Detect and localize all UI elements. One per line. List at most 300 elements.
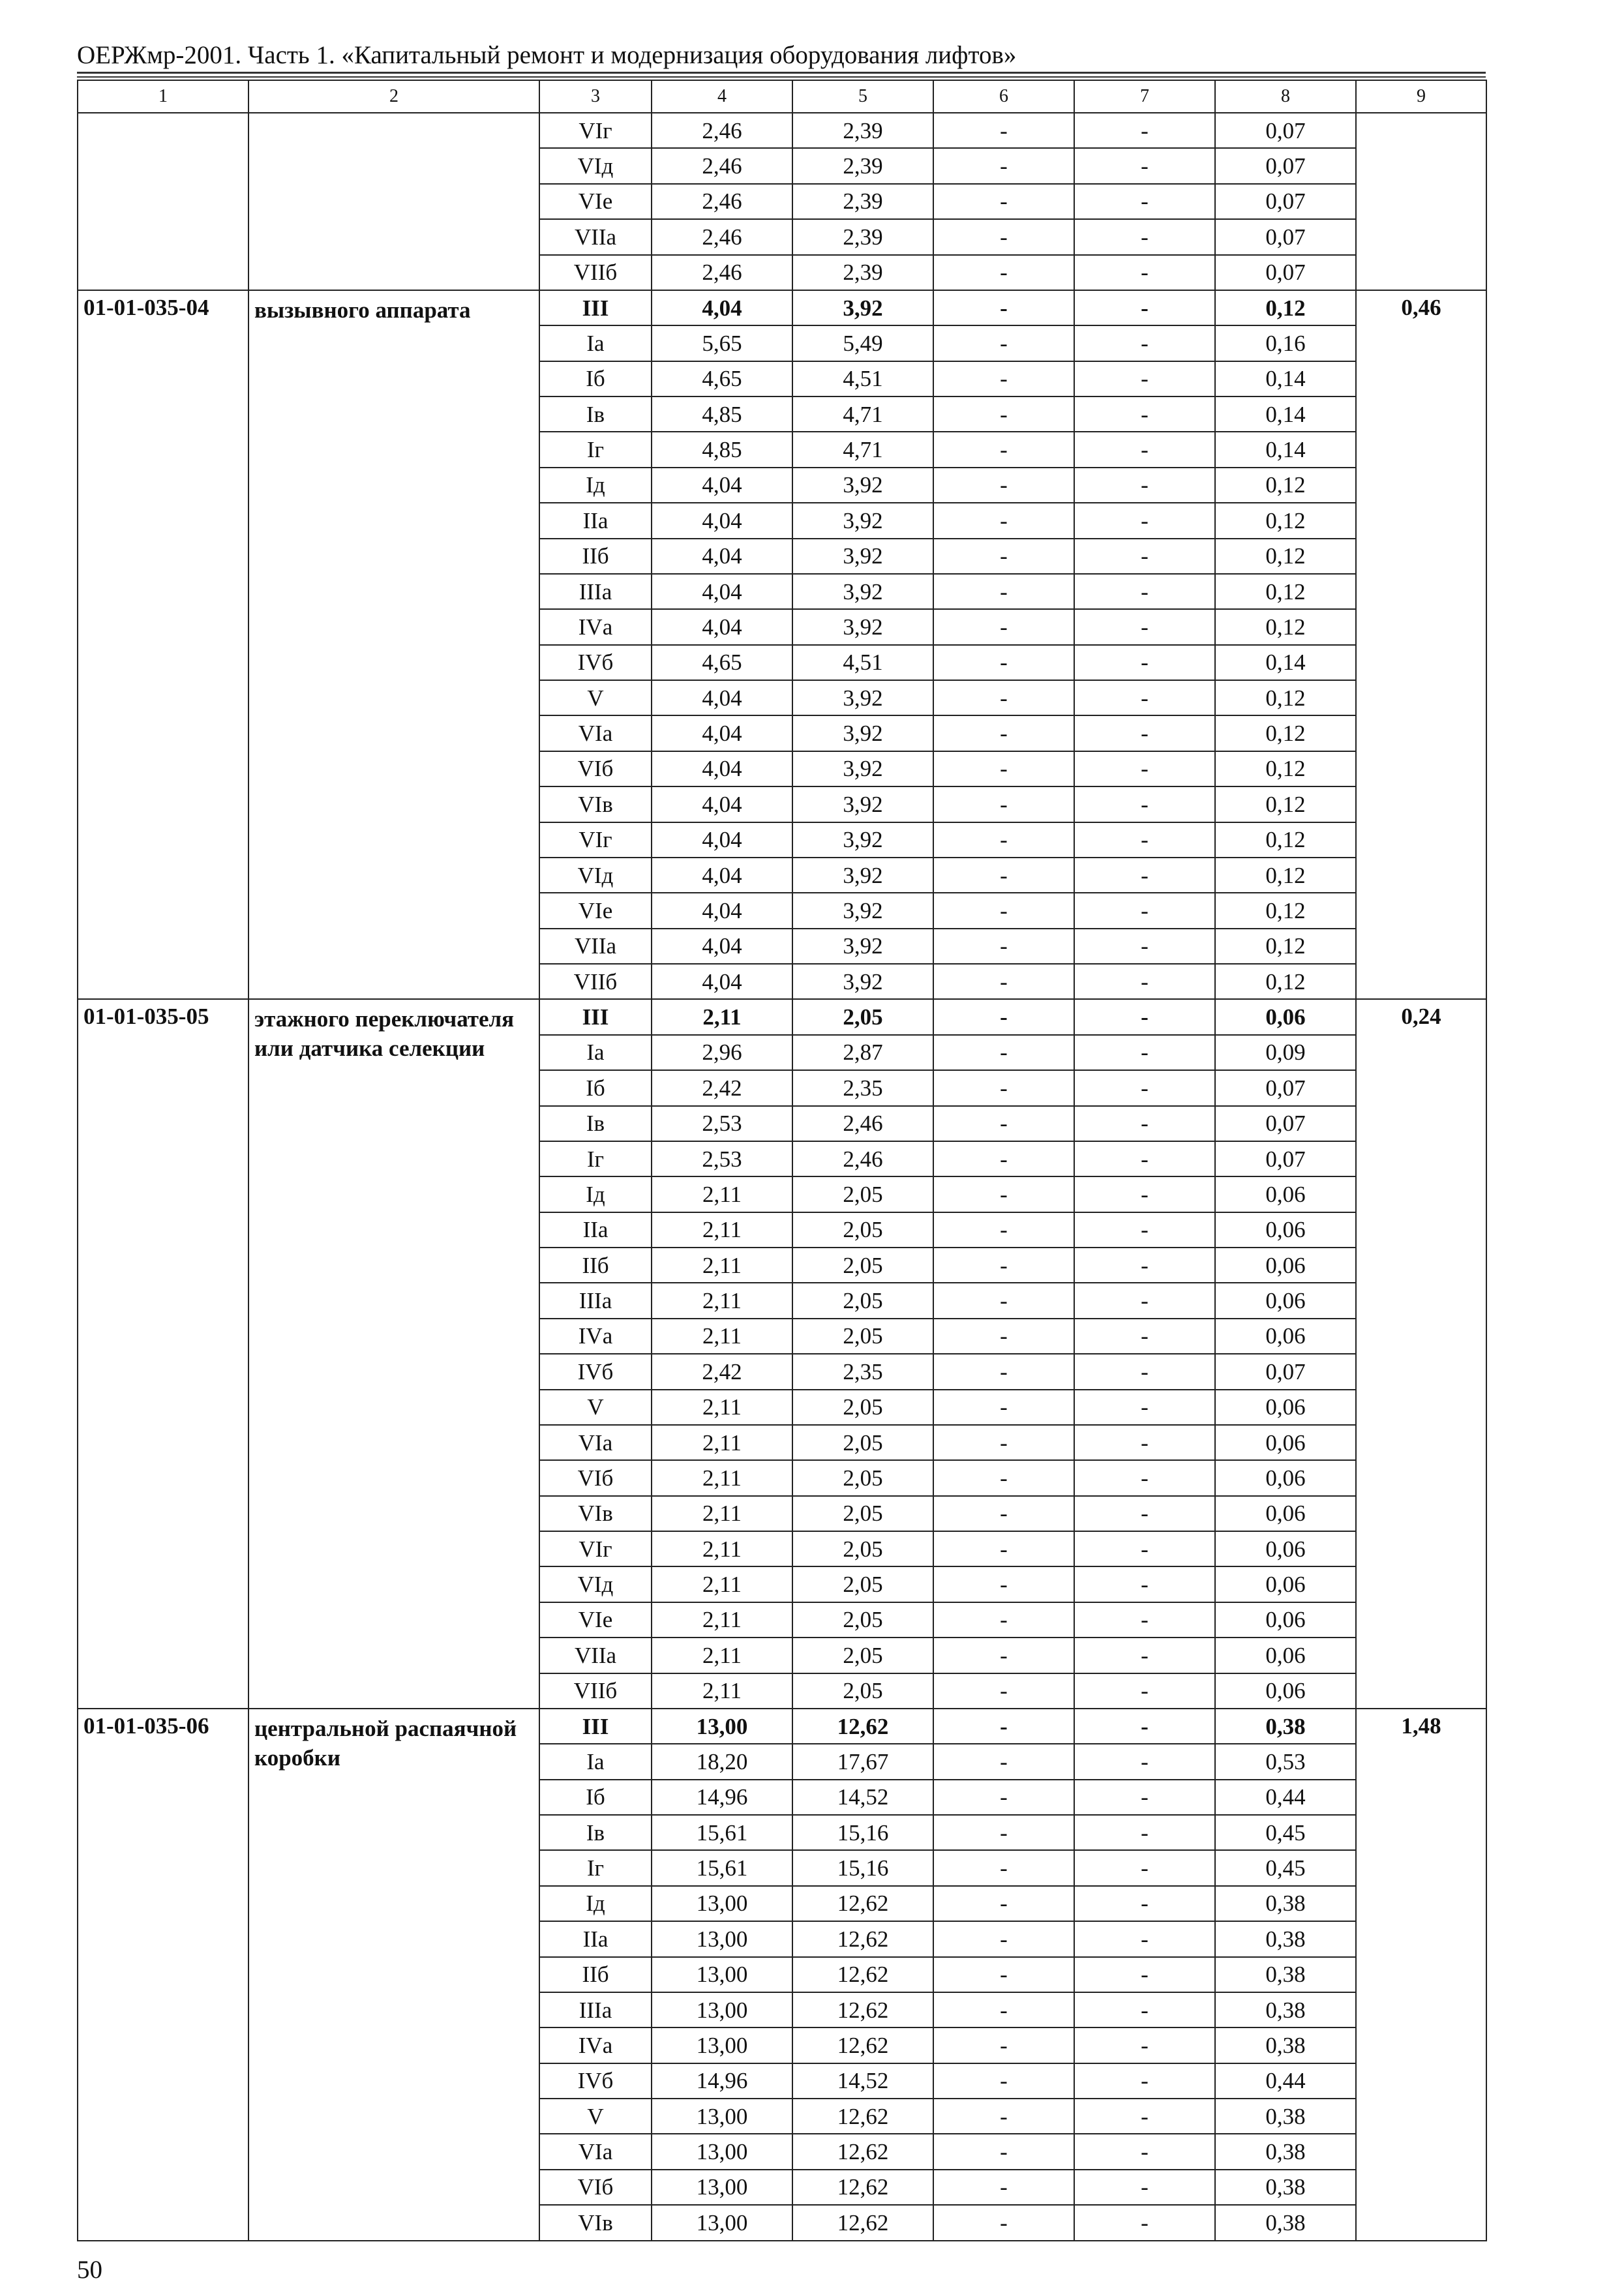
machine-cost: -: [933, 751, 1074, 786]
region-code: III: [539, 1709, 652, 1744]
total-cost: 5,65: [652, 325, 792, 361]
material-cost: 0,12: [1215, 290, 1356, 325]
region-code: IIа: [539, 1212, 652, 1248]
machine-cost: -: [933, 1248, 1074, 1283]
total-cost: 13,00: [652, 1921, 792, 1956]
driver-cost: -: [1074, 1496, 1215, 1531]
material-cost: 0,06: [1215, 999, 1356, 1034]
labor-cost: 17,67: [792, 1744, 933, 1779]
total-cost: 2,11: [652, 1460, 792, 1495]
labor-cost: 2,39: [792, 255, 933, 290]
region-code: VIд: [539, 858, 652, 893]
labor-cost: 12,62: [792, 1921, 933, 1956]
driver-cost: -: [1074, 1035, 1215, 1070]
machine-cost: -: [933, 1566, 1074, 1602]
material-cost: 0,12: [1215, 574, 1356, 609]
total-cost: 4,04: [652, 858, 792, 893]
material-cost: 0,14: [1215, 361, 1356, 396]
labor-cost: 5,49: [792, 325, 933, 361]
column-numbers-row: [78, 80, 1486, 113]
labor-cost: 2,39: [792, 148, 933, 183]
labor-cost: 2,05: [792, 1212, 933, 1248]
rates-table-body: [78, 113, 1486, 2241]
material-cost: 0,38: [1215, 2027, 1356, 2063]
total-cost: 4,04: [652, 715, 792, 751]
material-cost: 0,38: [1215, 1957, 1356, 1992]
material-cost: 0,12: [1215, 503, 1356, 538]
region-code: VIе: [539, 1602, 652, 1638]
total-cost: 2,11: [652, 1496, 792, 1531]
machine-cost: -: [933, 680, 1074, 715]
labor-cost: 14,52: [792, 1780, 933, 1815]
machine-cost: -: [933, 2205, 1074, 2241]
machine-cost: -: [933, 1815, 1074, 1850]
total-cost: 4,04: [652, 680, 792, 715]
labor-cost: 3,92: [792, 822, 933, 858]
region-code: IIб: [539, 1957, 652, 1992]
rate-code: 01-01-035-06: [78, 1709, 248, 2241]
machine-cost: -: [933, 1496, 1074, 1531]
column-number: 7: [1074, 80, 1215, 113]
machine-cost: -: [933, 645, 1074, 680]
total-cost: 4,04: [652, 751, 792, 786]
driver-cost: -: [1074, 2099, 1215, 2134]
machine-cost: -: [933, 184, 1074, 219]
material-cost: 0,14: [1215, 396, 1356, 432]
machine-cost: -: [933, 113, 1074, 148]
total-cost: 13,00: [652, 2134, 792, 2169]
machine-cost: -: [933, 715, 1074, 751]
region-code: Iг: [539, 432, 652, 467]
driver-cost: -: [1074, 1815, 1215, 1850]
machine-cost: -: [933, 2134, 1074, 2169]
total-cost: 2,11: [652, 1425, 792, 1460]
labor-cost: 2,05: [792, 1566, 933, 1602]
material-cost: 0,12: [1215, 680, 1356, 715]
total-cost: 4,85: [652, 432, 792, 467]
labor-cost: 12,62: [792, 2134, 933, 2169]
region-code: IIа: [539, 503, 652, 538]
total-cost: 2,11: [652, 1390, 792, 1425]
driver-cost: -: [1074, 786, 1215, 822]
material-cost: 0,38: [1215, 1709, 1356, 1744]
labor-cost: 12,62: [792, 1886, 933, 1921]
material-cost: 0,45: [1215, 1815, 1356, 1850]
region-code: IIIа: [539, 1283, 652, 1318]
driver-cost: -: [1074, 1957, 1215, 1992]
driver-cost: -: [1074, 1638, 1215, 1673]
driver-cost: -: [1074, 1106, 1215, 1141]
region-code: IVб: [539, 645, 652, 680]
machine-cost: -: [933, 964, 1074, 999]
material-cost: 0,38: [1215, 1886, 1356, 1921]
region-code: VIIб: [539, 1673, 652, 1709]
region-code: Iд: [539, 468, 652, 503]
region-code: VIа: [539, 715, 652, 751]
machine-cost: -: [933, 2099, 1074, 2134]
labor-cost: 2,05: [792, 1531, 933, 1566]
total-cost: 2,46: [652, 148, 792, 183]
driver-cost: -: [1074, 1460, 1215, 1495]
region-code: Iа: [539, 1744, 652, 1779]
machine-cost: -: [933, 2027, 1074, 2063]
driver-cost: -: [1074, 1886, 1215, 1921]
labor-cost: 3,92: [792, 929, 933, 964]
driver-cost: -: [1074, 468, 1215, 503]
driver-cost: -: [1074, 503, 1215, 538]
machine-cost: -: [933, 503, 1074, 538]
labor-cost: 3,92: [792, 574, 933, 609]
total-cost: 4,04: [652, 893, 792, 928]
total-cost: 4,04: [652, 609, 792, 644]
column-number: 8: [1215, 80, 1356, 113]
page-number: 50: [77, 2256, 102, 2284]
driver-cost: -: [1074, 1070, 1215, 1105]
region-code: IIIа: [539, 1992, 652, 2027]
region-code: VIб: [539, 2170, 652, 2205]
material-cost: 0,12: [1215, 715, 1356, 751]
labor-cost: 2,87: [792, 1035, 933, 1070]
driver-cost: -: [1074, 396, 1215, 432]
machine-cost: -: [933, 1531, 1074, 1566]
driver-cost: -: [1074, 1709, 1215, 1744]
labor-cost: 2,05: [792, 1673, 933, 1709]
total-cost: 4,65: [652, 645, 792, 680]
region-code: VIIб: [539, 964, 652, 999]
driver-cost: -: [1074, 1212, 1215, 1248]
material-cost: 0,14: [1215, 645, 1356, 680]
total-cost: 15,61: [652, 1850, 792, 1885]
driver-cost: -: [1074, 1744, 1215, 1779]
driver-cost: -: [1074, 858, 1215, 893]
labor-cost: 3,92: [792, 715, 933, 751]
material-cost: 0,14: [1215, 432, 1356, 467]
total-cost: 2,46: [652, 113, 792, 148]
material-cost: 0,12: [1215, 539, 1356, 574]
driver-cost: -: [1074, 999, 1215, 1034]
labor-cost: 12,62: [792, 2205, 933, 2241]
labor-cost: 2,05: [792, 1319, 933, 1354]
total-cost: 4,65: [652, 361, 792, 396]
machine-cost: -: [933, 1425, 1074, 1460]
machine-cost: -: [933, 1106, 1074, 1141]
total-cost: 4,85: [652, 396, 792, 432]
driver-cost: -: [1074, 1780, 1215, 1815]
material-cost: 0,12: [1215, 929, 1356, 964]
region-code: Iв: [539, 1106, 652, 1141]
driver-cost: -: [1074, 219, 1215, 254]
material-cost: 0,06: [1215, 1390, 1356, 1425]
driver-cost: -: [1074, 1390, 1215, 1425]
machine-cost: -: [933, 1744, 1074, 1779]
driver-cost: -: [1074, 361, 1215, 396]
machine-cost: -: [933, 1709, 1074, 1744]
page-header-title: ОЕРЖмр-2001. Часть 1. «Капитальный ремонт и модернизация оборудования лифтов»: [77, 41, 1017, 69]
region-code: VIв: [539, 2205, 652, 2241]
machine-cost: -: [933, 432, 1074, 467]
labor-cost: 3,92: [792, 893, 933, 928]
total-cost: 2,11: [652, 1212, 792, 1248]
machine-cost: -: [933, 609, 1074, 644]
machine-cost: -: [933, 858, 1074, 893]
region-code: V: [539, 2099, 652, 2134]
labor-cost: 12,62: [792, 1709, 933, 1744]
material-cost: 0,06: [1215, 1638, 1356, 1673]
driver-cost: -: [1074, 539, 1215, 574]
labor-hours: 0,46: [1356, 290, 1486, 1000]
labor-cost: 2,05: [792, 1248, 933, 1283]
driver-cost: -: [1074, 325, 1215, 361]
total-cost: 4,04: [652, 574, 792, 609]
labor-cost: 2,05: [792, 1390, 933, 1425]
material-cost: 0,06: [1215, 1425, 1356, 1460]
labor-cost: 12,62: [792, 2027, 933, 2063]
material-cost: 0,06: [1215, 1176, 1356, 1212]
labor-cost: 2,05: [792, 1638, 933, 1673]
region-code: VIв: [539, 1496, 652, 1531]
machine-cost: -: [933, 255, 1074, 290]
material-cost: 0,06: [1215, 1283, 1356, 1318]
material-cost: 0,12: [1215, 893, 1356, 928]
rate-code: 01-01-035-05: [78, 999, 248, 1709]
region-code: Iб: [539, 361, 652, 396]
total-cost: 4,04: [652, 290, 792, 325]
material-cost: 0,07: [1215, 219, 1356, 254]
machine-cost: -: [933, 1176, 1074, 1212]
rates-table: [77, 80, 1487, 2241]
region-code: VIд: [539, 1566, 652, 1602]
labor-cost: 2,05: [792, 1283, 933, 1318]
labor-cost: 4,71: [792, 396, 933, 432]
total-cost: 18,20: [652, 1744, 792, 1779]
material-cost: 0,07: [1215, 113, 1356, 148]
machine-cost: -: [933, 1638, 1074, 1673]
driver-cost: -: [1074, 2134, 1215, 2169]
machine-cost: -: [933, 1212, 1074, 1248]
driver-cost: -: [1074, 609, 1215, 644]
material-cost: 0,12: [1215, 964, 1356, 999]
labor-cost: 3,92: [792, 680, 933, 715]
driver-cost: -: [1074, 148, 1215, 183]
total-cost: 2,53: [652, 1141, 792, 1176]
machine-cost: -: [933, 1070, 1074, 1105]
column-number: 4: [652, 80, 792, 113]
machine-cost: -: [933, 325, 1074, 361]
driver-cost: -: [1074, 255, 1215, 290]
machine-cost: -: [933, 999, 1074, 1034]
labor-cost: 3,92: [792, 290, 933, 325]
work-name: этажного переключателя или датчика селекции: [248, 999, 539, 1709]
region-code: VIIа: [539, 219, 652, 254]
column-number: 1: [78, 80, 248, 113]
total-cost: 2,46: [652, 184, 792, 219]
region-code: Iд: [539, 1176, 652, 1212]
material-cost: 0,06: [1215, 1496, 1356, 1531]
machine-cost: -: [933, 2170, 1074, 2205]
total-cost: 13,00: [652, 2170, 792, 2205]
rate-code: [78, 113, 248, 290]
driver-cost: -: [1074, 1354, 1215, 1389]
driver-cost: -: [1074, 184, 1215, 219]
total-cost: 13,00: [652, 1709, 792, 1744]
machine-cost: -: [933, 1035, 1074, 1070]
total-cost: 2,53: [652, 1106, 792, 1141]
material-cost: 0,06: [1215, 1531, 1356, 1566]
material-cost: 0,07: [1215, 1106, 1356, 1141]
total-cost: 14,96: [652, 2063, 792, 2099]
column-number: 3: [539, 80, 652, 113]
labor-hours: 1,48: [1356, 1709, 1486, 2241]
rate-code: 01-01-035-04: [78, 290, 248, 1000]
labor-cost: 2,05: [792, 1460, 933, 1495]
material-cost: 0,06: [1215, 1602, 1356, 1638]
machine-cost: -: [933, 1460, 1074, 1495]
region-code: Iа: [539, 1035, 652, 1070]
labor-cost: 14,52: [792, 2063, 933, 2099]
region-code: IVа: [539, 1319, 652, 1354]
material-cost: 0,07: [1215, 1070, 1356, 1105]
total-cost: 13,00: [652, 2099, 792, 2134]
machine-cost: -: [933, 219, 1074, 254]
column-number: 2: [248, 80, 539, 113]
total-cost: 4,04: [652, 539, 792, 574]
material-cost: 0,07: [1215, 1354, 1356, 1389]
region-code: V: [539, 680, 652, 715]
material-cost: 0,12: [1215, 858, 1356, 893]
region-code: IIа: [539, 1921, 652, 1956]
material-cost: 0,12: [1215, 609, 1356, 644]
material-cost: 0,38: [1215, 1921, 1356, 1956]
total-cost: 4,04: [652, 929, 792, 964]
region-code: Iб: [539, 1070, 652, 1105]
machine-cost: -: [933, 468, 1074, 503]
work-name: вызывного аппарата: [248, 290, 539, 1000]
labor-cost: 3,92: [792, 503, 933, 538]
labor-cost: 3,92: [792, 539, 933, 574]
labor-cost: 2,35: [792, 1070, 933, 1105]
region-code: IIIа: [539, 574, 652, 609]
driver-cost: -: [1074, 2027, 1215, 2063]
labor-cost: 3,92: [792, 786, 933, 822]
machine-cost: -: [933, 539, 1074, 574]
total-cost: 2,46: [652, 219, 792, 254]
region-code: Iг: [539, 1141, 652, 1176]
column-number: 6: [933, 80, 1074, 113]
material-cost: 0,12: [1215, 468, 1356, 503]
material-cost: 0,12: [1215, 751, 1356, 786]
region-code: IIб: [539, 1248, 652, 1283]
total-cost: 4,04: [652, 822, 792, 858]
material-cost: 0,09: [1215, 1035, 1356, 1070]
region-code: III: [539, 290, 652, 325]
labor-cost: 2,05: [792, 1425, 933, 1460]
total-cost: 13,00: [652, 2027, 792, 2063]
total-cost: 2,11: [652, 1602, 792, 1638]
machine-cost: -: [933, 1354, 1074, 1389]
total-cost: 13,00: [652, 2205, 792, 2241]
machine-cost: -: [933, 786, 1074, 822]
machine-cost: -: [933, 1780, 1074, 1815]
driver-cost: -: [1074, 929, 1215, 964]
table-row: [78, 999, 1486, 1034]
region-code: VIа: [539, 2134, 652, 2169]
material-cost: 0,07: [1215, 255, 1356, 290]
material-cost: 0,06: [1215, 1248, 1356, 1283]
machine-cost: -: [933, 1921, 1074, 1956]
machine-cost: -: [933, 1886, 1074, 1921]
total-cost: 2,11: [652, 1638, 792, 1673]
driver-cost: -: [1074, 1531, 1215, 1566]
machine-cost: -: [933, 822, 1074, 858]
total-cost: 4,04: [652, 964, 792, 999]
region-code: VIг: [539, 822, 652, 858]
header-rule-secondary: [77, 76, 1486, 78]
material-cost: 0,06: [1215, 1566, 1356, 1602]
labor-cost: 2,46: [792, 1106, 933, 1141]
total-cost: 2,42: [652, 1354, 792, 1389]
driver-cost: -: [1074, 715, 1215, 751]
machine-cost: -: [933, 1850, 1074, 1885]
total-cost: 14,96: [652, 1780, 792, 1815]
work-name: [248, 113, 539, 290]
driver-cost: -: [1074, 2170, 1215, 2205]
material-cost: 0,38: [1215, 1992, 1356, 2027]
labor-cost: 4,71: [792, 432, 933, 467]
region-code: IVб: [539, 1354, 652, 1389]
material-cost: 0,45: [1215, 1850, 1356, 1885]
driver-cost: -: [1074, 751, 1215, 786]
driver-cost: -: [1074, 2063, 1215, 2099]
machine-cost: -: [933, 396, 1074, 432]
labor-cost: 2,39: [792, 113, 933, 148]
region-code: Iд: [539, 1886, 652, 1921]
driver-cost: -: [1074, 2205, 1215, 2241]
total-cost: 2,11: [652, 1283, 792, 1318]
region-code: VIг: [539, 113, 652, 148]
total-cost: 13,00: [652, 1886, 792, 1921]
labor-cost: 3,92: [792, 751, 933, 786]
machine-cost: -: [933, 1957, 1074, 1992]
driver-cost: -: [1074, 680, 1215, 715]
driver-cost: -: [1074, 893, 1215, 928]
labor-cost: 2,39: [792, 219, 933, 254]
region-code: IVб: [539, 2063, 652, 2099]
total-cost: 13,00: [652, 1992, 792, 2027]
header-rule: [77, 72, 1486, 74]
machine-cost: -: [933, 2063, 1074, 2099]
labor-cost: 3,92: [792, 964, 933, 999]
material-cost: 0,44: [1215, 1780, 1356, 1815]
labor-cost: 15,16: [792, 1815, 933, 1850]
region-code: Iб: [539, 1780, 652, 1815]
labor-hours: [1356, 113, 1486, 290]
region-code: VIд: [539, 148, 652, 183]
labor-cost: 2,05: [792, 1602, 933, 1638]
total-cost: 2,42: [652, 1070, 792, 1105]
machine-cost: -: [933, 893, 1074, 928]
driver-cost: -: [1074, 1602, 1215, 1638]
work-name: центральной распаячной коробки: [248, 1709, 539, 2241]
material-cost: 0,53: [1215, 1744, 1356, 1779]
total-cost: 4,04: [652, 786, 792, 822]
material-cost: 0,07: [1215, 184, 1356, 219]
machine-cost: -: [933, 929, 1074, 964]
material-cost: 0,44: [1215, 2063, 1356, 2099]
machine-cost: -: [933, 148, 1074, 183]
driver-cost: -: [1074, 645, 1215, 680]
region-code: IVа: [539, 609, 652, 644]
region-code: IVа: [539, 2027, 652, 2063]
